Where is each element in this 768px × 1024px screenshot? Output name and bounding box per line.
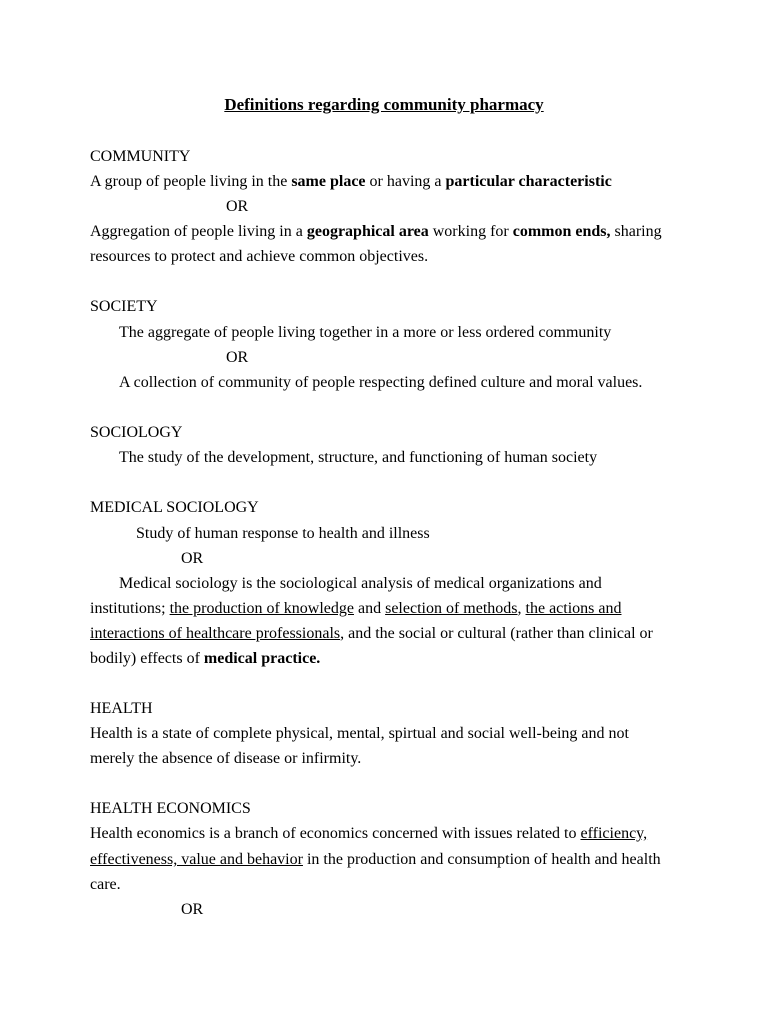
heading-medical-sociology: MEDICAL SOCIOLOGY xyxy=(90,499,259,516)
health-economics-definition-1-cont-2: care. xyxy=(90,876,121,893)
medical-sociology-definition-2-cont-1: institutions; the production of knowledge and selection of methods, the actions and xyxy=(90,600,622,617)
underlined-term: the actions and xyxy=(525,600,622,617)
medical-sociology-definition-2: Medical sociology is the sociological analysis of medical organizations and xyxy=(119,575,602,592)
bold-term: same place xyxy=(291,173,366,190)
heading-health: HEALTH xyxy=(90,700,153,717)
medical-sociology-definition-1: Study of human response to health and illness xyxy=(136,525,430,542)
society-definition-1: The aggregate of people living together in a more or less ordered community xyxy=(119,324,612,341)
heading-sociology: SOCIOLOGY xyxy=(90,424,183,441)
bold-term: medical practice. xyxy=(203,650,321,667)
page-title: Definitions regarding community pharmacy xyxy=(224,95,544,114)
or-separator: OR xyxy=(226,349,249,366)
heading-community: COMMUNITY xyxy=(90,148,191,165)
underlined-term: effectiveness, value and behavior xyxy=(90,851,303,868)
bold-term: geographical area xyxy=(306,223,429,240)
sociology-definition: The study of the development, structure, and functioning of human society xyxy=(119,449,598,466)
underlined-term: efficiency, xyxy=(580,825,648,842)
bold-term: particular characteristic xyxy=(445,173,612,190)
or-separator: OR xyxy=(226,198,249,215)
heading-health-economics: HEALTH ECONOMICS xyxy=(90,800,251,817)
underlined-term: interactions of healthcare professionals xyxy=(90,625,341,642)
or-separator: OR xyxy=(181,550,204,567)
heading-society: SOCIETY xyxy=(90,298,158,315)
bold-term: common ends, xyxy=(512,223,611,240)
health-definition-1-cont: merely the absence of disease or infirmity. xyxy=(90,750,362,767)
underlined-term: the production of knowledge xyxy=(169,600,354,617)
society-definition-2: A collection of community of people respecting defined culture and moral values. xyxy=(119,374,643,391)
community-definition-2-cont: resources to protect and achieve common objectives. xyxy=(90,248,429,265)
health-economics-definition-1-cont-1: effectiveness, value and behavior in the production and consumption of health and health xyxy=(90,851,661,868)
medical-sociology-definition-2-cont-3: bodily) effects of medical practice. xyxy=(90,650,321,667)
or-separator: OR xyxy=(181,901,204,918)
health-definition-1: Health is a state of complete physical, mental, spirtual and social well-being and not xyxy=(90,725,629,742)
community-definition-2: Aggregation of people living in a geographical area working for common ends, sharing xyxy=(90,223,662,240)
medical-sociology-definition-2-cont-2: interactions of healthcare professionals, and the social or cultural (rather than clinical or xyxy=(90,625,653,642)
underlined-term: selection of methods xyxy=(385,600,518,617)
community-definition-1: A group of people living in the same place or having a particular characteristic xyxy=(90,173,612,190)
health-economics-definition-1: Health economics is a branch of economics concerned with issues related to efficiency, xyxy=(90,825,648,842)
